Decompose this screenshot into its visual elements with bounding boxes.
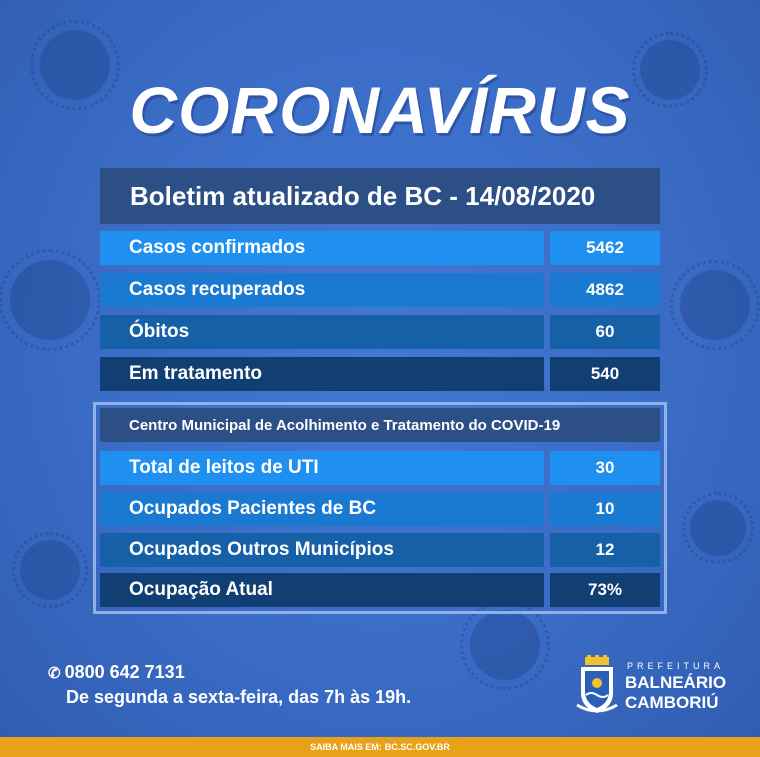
phone-number: 0800 642 7131	[64, 662, 185, 682]
table-row	[100, 273, 660, 307]
footer-bar	[0, 737, 760, 757]
footer-label: SAIBA MAIS EM:	[310, 742, 382, 752]
row-label: Ocupação Atual	[100, 573, 544, 607]
virus-decoration-icon	[690, 500, 746, 556]
row-value: 60	[550, 315, 660, 349]
table-row	[100, 533, 660, 567]
row-value: 4862	[550, 273, 660, 307]
row-value: 30	[550, 451, 660, 485]
table-row	[100, 231, 660, 265]
logo-line2: CAMBORIÚ	[625, 693, 719, 712]
row-value: 5462	[550, 231, 660, 265]
virus-decoration-icon	[10, 260, 90, 340]
phone-icon: ✆	[48, 664, 61, 682]
table-row	[100, 315, 660, 349]
table-row	[100, 357, 660, 391]
row-label: Total de leitos de UTI	[100, 451, 544, 485]
logo-line1: BALNEÁRIO	[625, 673, 727, 692]
row-label: Em tratamento	[100, 357, 544, 391]
contact-hours: De segunda a sexta-feira, das 7h às 19h.	[66, 687, 412, 707]
row-label: Ocupados Outros Municípios	[100, 533, 544, 567]
row-label: Óbitos	[100, 315, 544, 349]
table-row	[100, 573, 660, 607]
row-label: Ocupados Pacientes de BC	[100, 492, 544, 526]
table-row	[100, 492, 660, 526]
row-value: 73%	[550, 573, 660, 607]
virus-decoration-icon	[680, 270, 750, 340]
city-logo	[575, 655, 740, 719]
page-title: CORONAVÍRUS	[129, 73, 631, 147]
virus-decoration-icon	[20, 540, 80, 600]
contact-phone	[48, 662, 411, 683]
row-value: 10	[550, 492, 660, 526]
table-row	[100, 451, 660, 485]
row-value: 540	[550, 357, 660, 391]
footer-link[interactable]: BC.SC.GOV.BR	[384, 742, 450, 752]
crest-icon	[575, 655, 619, 719]
row-value: 12	[550, 533, 660, 567]
bulletin-header: Boletim atualizado de BC - 14/08/2020	[100, 168, 660, 224]
row-label: Casos recuperados	[100, 273, 544, 307]
row-label: Casos confirmados	[100, 231, 544, 265]
logo-prefix: PREFEITURA	[627, 661, 725, 671]
center-header: Centro Municipal de Acolhimento e Tratamento do COVID-19	[100, 408, 660, 442]
contact-info	[48, 662, 411, 708]
virus-decoration-icon	[470, 610, 540, 680]
